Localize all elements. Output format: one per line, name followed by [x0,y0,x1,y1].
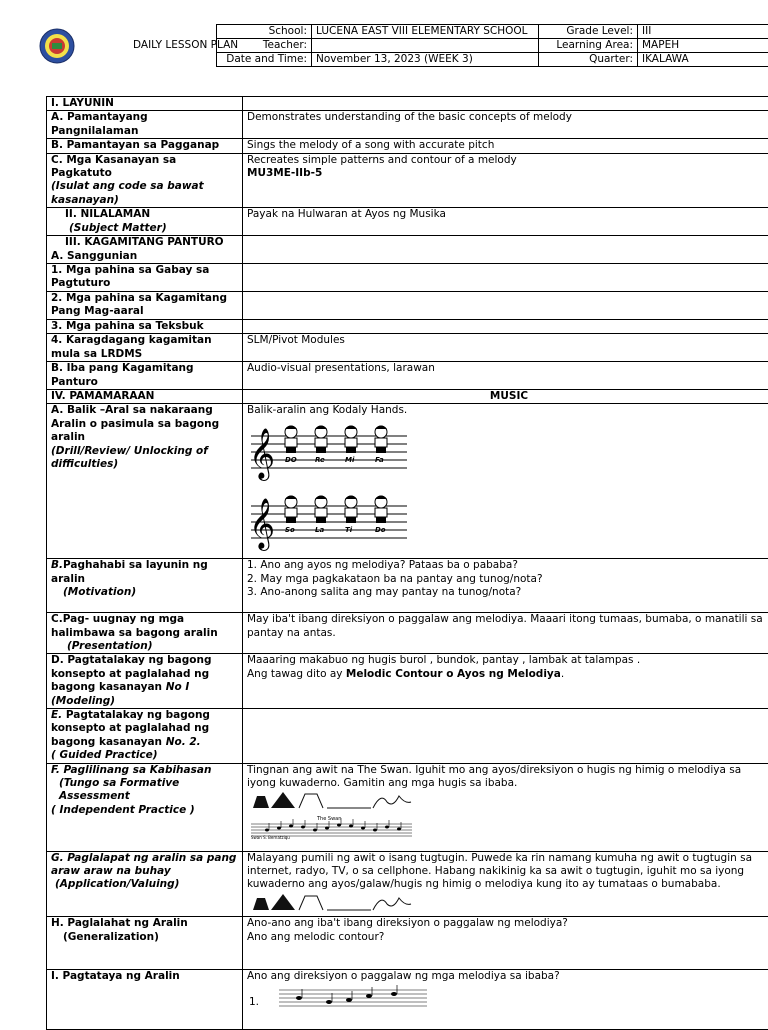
pamantayang-label: A. Pamantayang Pangnilalaman [47,111,243,139]
note-head [366,994,372,998]
kasanayan-code: MU3ME-IIb-5 [247,167,768,180]
paglilinang-sub1: (Tungo sa Formative Assessment [51,777,238,804]
test-notes [296,985,397,1004]
kagamitan-heading: III. KAGAMITANG PANTURO [51,236,238,249]
contour-shapes-and-swan-staff [247,790,667,840]
nilalaman-cell [47,208,243,236]
wave-shape-icon [373,898,411,910]
paglilinang-sub2: ( Independent Practice ) [51,804,238,817]
note-head [361,827,365,830]
nilalaman-heading: II. NILALAMAN [65,208,238,221]
pagtatalakay-1-value-2a: Ang tawag dito ay [247,668,346,680]
note-head [349,825,353,828]
paglilinang-value: Tingnan ang awit na The Swan. Iguhit mo ang ayos/direksiyon o hugis ng himig o melodiya sa iyong kuwaderno. Gamitin ang mga hugis sa ibaba. [247,764,768,791]
kasanayan-value: Recreates simple patterns and contour of a melody [247,154,768,167]
paghahabi-q3: 3. Ano-anong salita ang may pantay na tunog/nota? [247,586,768,599]
paglalapat-sub: (Application/Valuing) [51,878,238,891]
solfege-label: La [315,526,324,534]
pagtataya-item-number: 1. [249,996,259,1009]
empty-cell [243,236,768,264]
kagamitang-label: 2. Mga pahina sa Kagamitang Pang Mag-aaral [47,291,243,319]
note-head [277,827,281,830]
paghahabi-label: Paghahabi sa layunin ng aralin [51,559,208,584]
pagtataya-label: I. Pagtataya ng Aralin [47,970,243,1030]
wave-shape-icon [373,796,411,808]
pag-uugnay-value: May iba't ibang direksiyon o paggalaw ang melodiya. Maaari itong tumaas, bumaba, o manatili sa pantay na antas. [243,613,768,654]
solfege-label: Do [375,526,386,534]
quarter-label: Quarter: [539,53,638,67]
kasanayan-value-cell [243,153,768,208]
note-head [346,998,352,1002]
empty-cell [243,708,768,763]
pagtatalakay-2-cell [47,708,243,763]
header-info-table [216,24,768,67]
child-figure [375,495,387,534]
treble-clef-icon: 𝄞 [249,498,275,551]
balik-aral-cell [47,404,243,559]
school-logo [39,28,75,64]
solfege-label: Ti [345,526,353,534]
note-head [313,829,317,832]
kagamitan-cell [47,236,243,264]
note-head [325,827,329,830]
paglilinang-cell [47,763,243,851]
paghahabi-values [243,559,768,613]
datetime-value: November 13, 2023 (WEEK 3) [312,53,539,67]
plateau-shape-icon [299,794,323,808]
karagdagang-value: SLM/Pivot Modules [243,334,768,362]
nilalaman-sub: (Subject Matter) [65,222,238,235]
note-head [337,824,341,827]
datetime-label: Date and Time: [217,53,312,67]
balik-aral-label: A. Balik –Aral sa nakaraang Aralin o pasimula sa bagong aralin [51,404,238,444]
empty-cell [243,291,768,319]
pag-uugnay-cell: C.Pag- uugnay ng mga halimbawa sa bagong aralin (Presentation) [47,613,243,654]
lesson-plan-table [46,96,768,1030]
contour-shapes [253,792,411,808]
plateau-shape-icon [299,896,323,910]
grade-label: Grade Level: [539,25,638,39]
empty-cell [243,319,768,333]
paghahabi-q2: 2. May mga pagkakataon ba na pantay ang tunog/nota? [247,573,768,586]
teacher-value [312,39,539,53]
gabay-label: 1. Mga pahina sa Gabay sa Pagtuturo [47,264,243,292]
solfege-label: Re [315,456,325,464]
paghahabi-cell: B.Paghahabi sa layunin ng aralin (Motivation) [47,559,243,613]
note-head [289,825,293,828]
pagtatalakay-1-value-1: Maaaring makabuo ng hugis burol , bundok, pantay , lambak at talampas . [247,654,768,667]
empty-cell [243,97,768,111]
pagtatalakay-1-no: No I [166,681,190,693]
paglalahat-sub: (Generalization) [51,931,238,944]
note-head [385,826,389,829]
pagtatalakay-2-label: Pagtatalakay ng bagong konsepto at paglalahad ng bagong kasanayan [51,709,210,748]
sanggunian-label: A. Sanggunian [51,250,238,263]
pagtatalakay-1-cell [47,654,243,709]
note-head [265,829,269,832]
paglalahat-q2: Ano ang melodic contour? [247,931,768,944]
child-figure [315,425,327,464]
paghahabi-sub: (Motivation) [51,586,238,599]
note-head [373,829,377,832]
grade-value: III [638,25,768,39]
kids-bottom [285,495,387,534]
pag-uugnay-label: Pag- uugnay ng mga halimbawa sa bagong aralin [51,613,218,638]
paglilinang-label: F. Paglilinang sa Kabihasan [51,764,238,777]
pagganap-label: B. Pamantayan sa Pagganap [47,139,243,153]
solfege-label: So [285,526,295,534]
note-head [397,828,401,831]
paglalapat-value-cell [243,851,768,917]
hill-shape-icon [253,796,269,808]
solfege-label: Mi [345,456,355,464]
solfege-label: Fa [375,456,384,464]
kodaly-hands-illustration [247,418,422,554]
quarter-value: IKALAWA [638,53,768,67]
paglalahat-q1: Ano-ano ang iba't ibang direksiyon o paggalaw ng melodiya? [247,917,768,930]
child-figure [345,425,357,464]
paglalapat-value: Malayang pumili ng awit o isang tugtugin. Puwede ka rin namang kumuha ng awit o tugtugin sa internet, radyo, TV, o sa cellphone. Habang nakikinig ka sa awit o tugtugin, iguhit mo sa iyong kuwaderno ang ayos/galaw/hugis ng himig o melodiya kung ito ay tumataas o bumababa. [247,852,768,892]
child-figure [285,495,297,534]
pamantayang-value: Demonstrates understanding of the basic concepts of melody [243,111,768,139]
teksbuk-label: 3. Mga pahina sa Teksbuk [47,319,243,333]
pamamaraan-heading: IV. PAMAMARAAN [47,389,243,403]
iba-value: Audio-visual presentations, larawan [243,362,768,390]
note-head [296,996,302,1000]
pagtataya-melody-staff [269,984,429,1010]
document-title: DAILY LESSON PLAN [133,39,238,51]
pagtataya-value-cell [243,970,768,1030]
note-head [326,1000,332,1004]
pagtatalakay-1-sub: (Modeling) [51,695,238,708]
paglalapat-label: G. Paglalapat ng aralin sa pang araw araw na buhay [51,852,238,879]
solfege-label: DO [285,456,297,464]
melodic-contour-term: Melodic Contour o Ayos ng Melodiya [346,668,561,680]
kids-top [285,425,387,464]
treble-clef-icon: 𝄞 [249,428,275,481]
child-figure [315,495,327,534]
pag-uugnay-sub: (Presentation) [51,640,238,653]
balik-aral-value: Balik-aralin ang Kodaly Hands. [247,404,768,417]
paglilinang-value-cell [243,763,768,851]
pagtatalakay-2-letter: E. [51,709,62,721]
swan-composer: Swan S. Bernatziqu [251,835,290,840]
kasanayan-label: C. Mga Kasanayan sa Pagkatuto [51,154,238,181]
hill-shape-icon [253,898,269,910]
mountain-shape-icon [271,894,295,910]
paglalapat-cell [47,851,243,917]
layunin-heading: I. LAYUNIN [47,97,243,111]
child-figure [285,425,297,464]
area-label: Learning Area: [539,39,638,53]
paglalahat-label: H. Paglalahat ng Aralin [51,917,238,930]
balik-aral-value-cell [243,404,768,559]
area-value: MAPEH [638,39,768,53]
note-head [301,826,305,829]
school-label: School: [217,25,312,39]
kasanayan-sub: (Isulat ang code sa bawat kasanayan) [51,180,238,207]
pagtatalakay-1-value-2c: . [561,668,564,680]
contour-shapes-2 [247,892,417,912]
mountain-shape-icon [271,792,295,808]
iba-label: B. Iba pang Kagamitang Panturo [47,362,243,390]
karagdagang-label: 4. Karagdagang kagamitan mula sa LRDMS [47,334,243,362]
note-head [391,992,397,996]
pagtatalakay-1-value-cell [243,654,768,709]
pagtataya-value: Ano ang direksiyon o paggalaw ng mga melodiya sa ibaba? [247,970,768,983]
pagganap-value: Sings the melody of a song with accurate pitch [243,139,768,153]
empty-cell [243,264,768,292]
paglalahat-values [243,917,768,970]
school-value: LUCENA EAST VIII ELEMENTARY SCHOOL [312,25,539,39]
balik-aral-sub: (Drill/Review/ Unlocking of difficulties) [51,445,238,472]
paglalahat-cell [47,917,243,970]
swan-staff [251,816,412,840]
pagtatalakay-1-label: D. Pagtatalakay ng bagong konsepto at paglalahad ng bagong kasanayan [51,654,211,693]
pagtatalakay-2-no: No. 2. [166,736,201,748]
music-heading: MUSIC [243,389,768,403]
paghahabi-q1: 1. Ano ang ayos ng melodiya? Pataas ba o pababa? [247,559,768,572]
nilalaman-value: Payak na Hulwaran at Ayos ng Musika [243,208,768,236]
child-figure [345,495,357,534]
teacher-label: Teacher: [217,39,312,53]
swan-title: The Swan [316,816,341,822]
kasanayan-cell [47,153,243,208]
child-figure [375,425,387,464]
pagtatalakay-2-sub: ( Guided Practice) [51,749,238,762]
